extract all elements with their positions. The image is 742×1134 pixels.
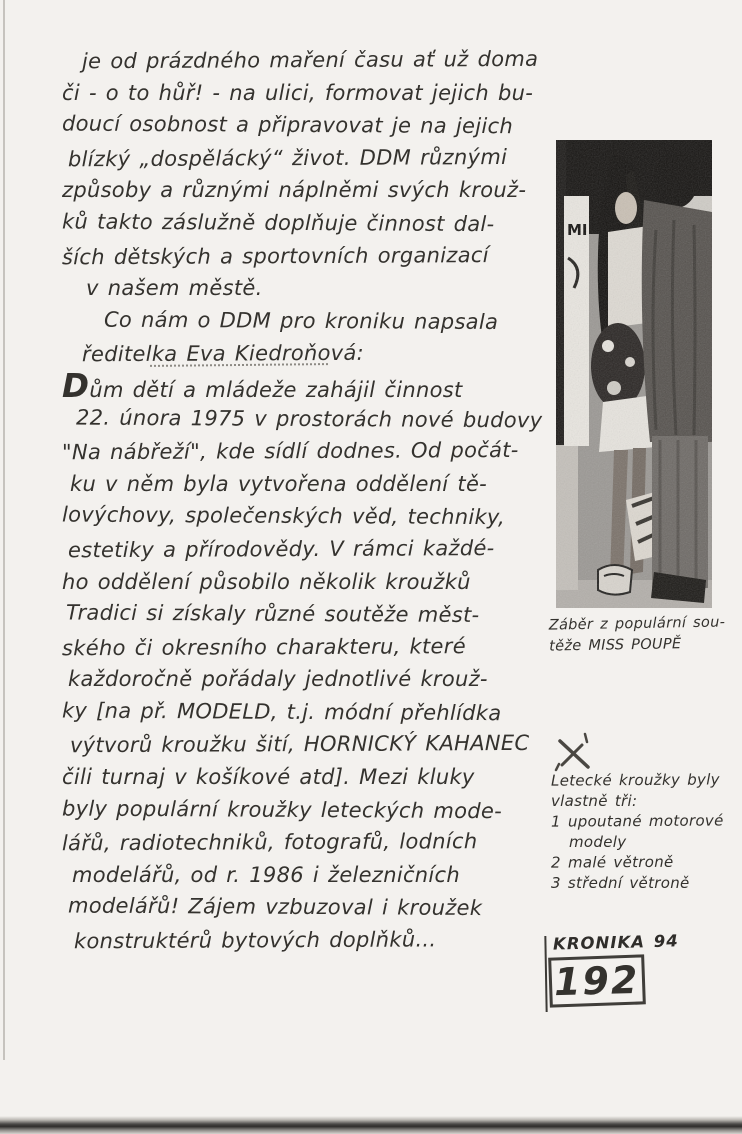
poster-letters: MI — [567, 221, 588, 239]
text-line: každoročně pořádaly jednotlivé krouž- — [68, 667, 488, 692]
text-line: čili turnaj v košíkové atd]. Mezi kluky — [62, 765, 475, 790]
text-line: estetiky a přírodovědy. V rámci každé- — [67, 535, 495, 563]
note-line: 3 střední větroně — [551, 873, 690, 892]
note-line: 2 malé větroně — [550, 852, 674, 872]
text-line: ších dětských a sportovních organizací — [61, 242, 489, 269]
text-line: v našem městě. — [86, 276, 263, 301]
photo-illustration — [556, 140, 712, 608]
note-line: Letecké kroužky byly — [550, 770, 720, 790]
text-line: lovýchovy, společenských věd, techniky, — [61, 502, 506, 530]
note-line: vlastně tři: — [551, 791, 638, 810]
note-line: modely — [569, 832, 627, 851]
text-line: ského či okresního charakteru, které — [61, 633, 466, 660]
scan-bottom-shadow — [0, 1116, 742, 1134]
chronicle-label: KRONIKA 94 — [552, 931, 679, 954]
text-line-dropcap: Dům dětí a mládeže zahájil činnost — [62, 366, 463, 405]
caption-line: těže MISS POUPĚ — [549, 636, 682, 655]
side-note — [551, 770, 736, 893]
text-line: ků takto záslužně doplňuje činnost dal- — [61, 209, 495, 237]
text-line: Co nám o DDM pro kroniku napsala — [103, 307, 499, 334]
text-line: 22. února 1975 v prostorách nové budovy — [75, 405, 543, 432]
text-line: ky [na př. MODELD, t.j. módní přehlídka — [61, 698, 502, 726]
text-line: "Na nábřeží", kde sídlí dodnes. Od počát- — [61, 438, 519, 465]
photo-caption — [549, 612, 730, 657]
text-line-author: ředitelka Eva Kiedroňová: — [81, 341, 365, 367]
text-line: modelářů! Zájem vzbuzoval i kroužek — [67, 893, 483, 921]
text-line: způsoby a různými náplněmi svých krouž- — [62, 178, 527, 203]
text-line: modelářů, od r. 1986 i železničních — [72, 862, 460, 887]
page-number: 192 — [553, 957, 641, 1005]
text-line: či - o to hůř! - na ulici, formovat jejich bu- — [62, 80, 534, 105]
text-line: konstruktérů bytových doplňků... — [73, 927, 437, 954]
text-line: doucí osobnost a připravovat je na jejich — [61, 111, 514, 139]
text-line: blízký „dospělácký“ život. DDM různými — [67, 144, 508, 172]
photo-miss-poupe — [556, 140, 712, 608]
text-line: ku v něm byla vytvořena oddělení tě- — [70, 471, 488, 496]
text-line: je od prázdného maření času ať už doma — [81, 46, 539, 74]
text-line: výtvorů kroužku šití, HORNICKÝ KAHANEC — [69, 731, 530, 758]
text-line: byly populární kroužky leteckých mode- — [61, 796, 503, 823]
page-number-box — [548, 954, 646, 1007]
scan-edge-line — [3, 0, 5, 1060]
note-line: 1 upoutané motorové — [550, 811, 724, 831]
caption-line: Záběr z populární sou- — [548, 614, 726, 634]
main-handwritten-text — [62, 44, 562, 957]
text-line: Tradici si získaly různé soutěže měst- — [65, 600, 480, 628]
text-line: lářů, radiotechniků, fotografů, lodních — [61, 829, 478, 856]
text-line: ho oddělení působilo několik kroužků — [62, 569, 471, 594]
